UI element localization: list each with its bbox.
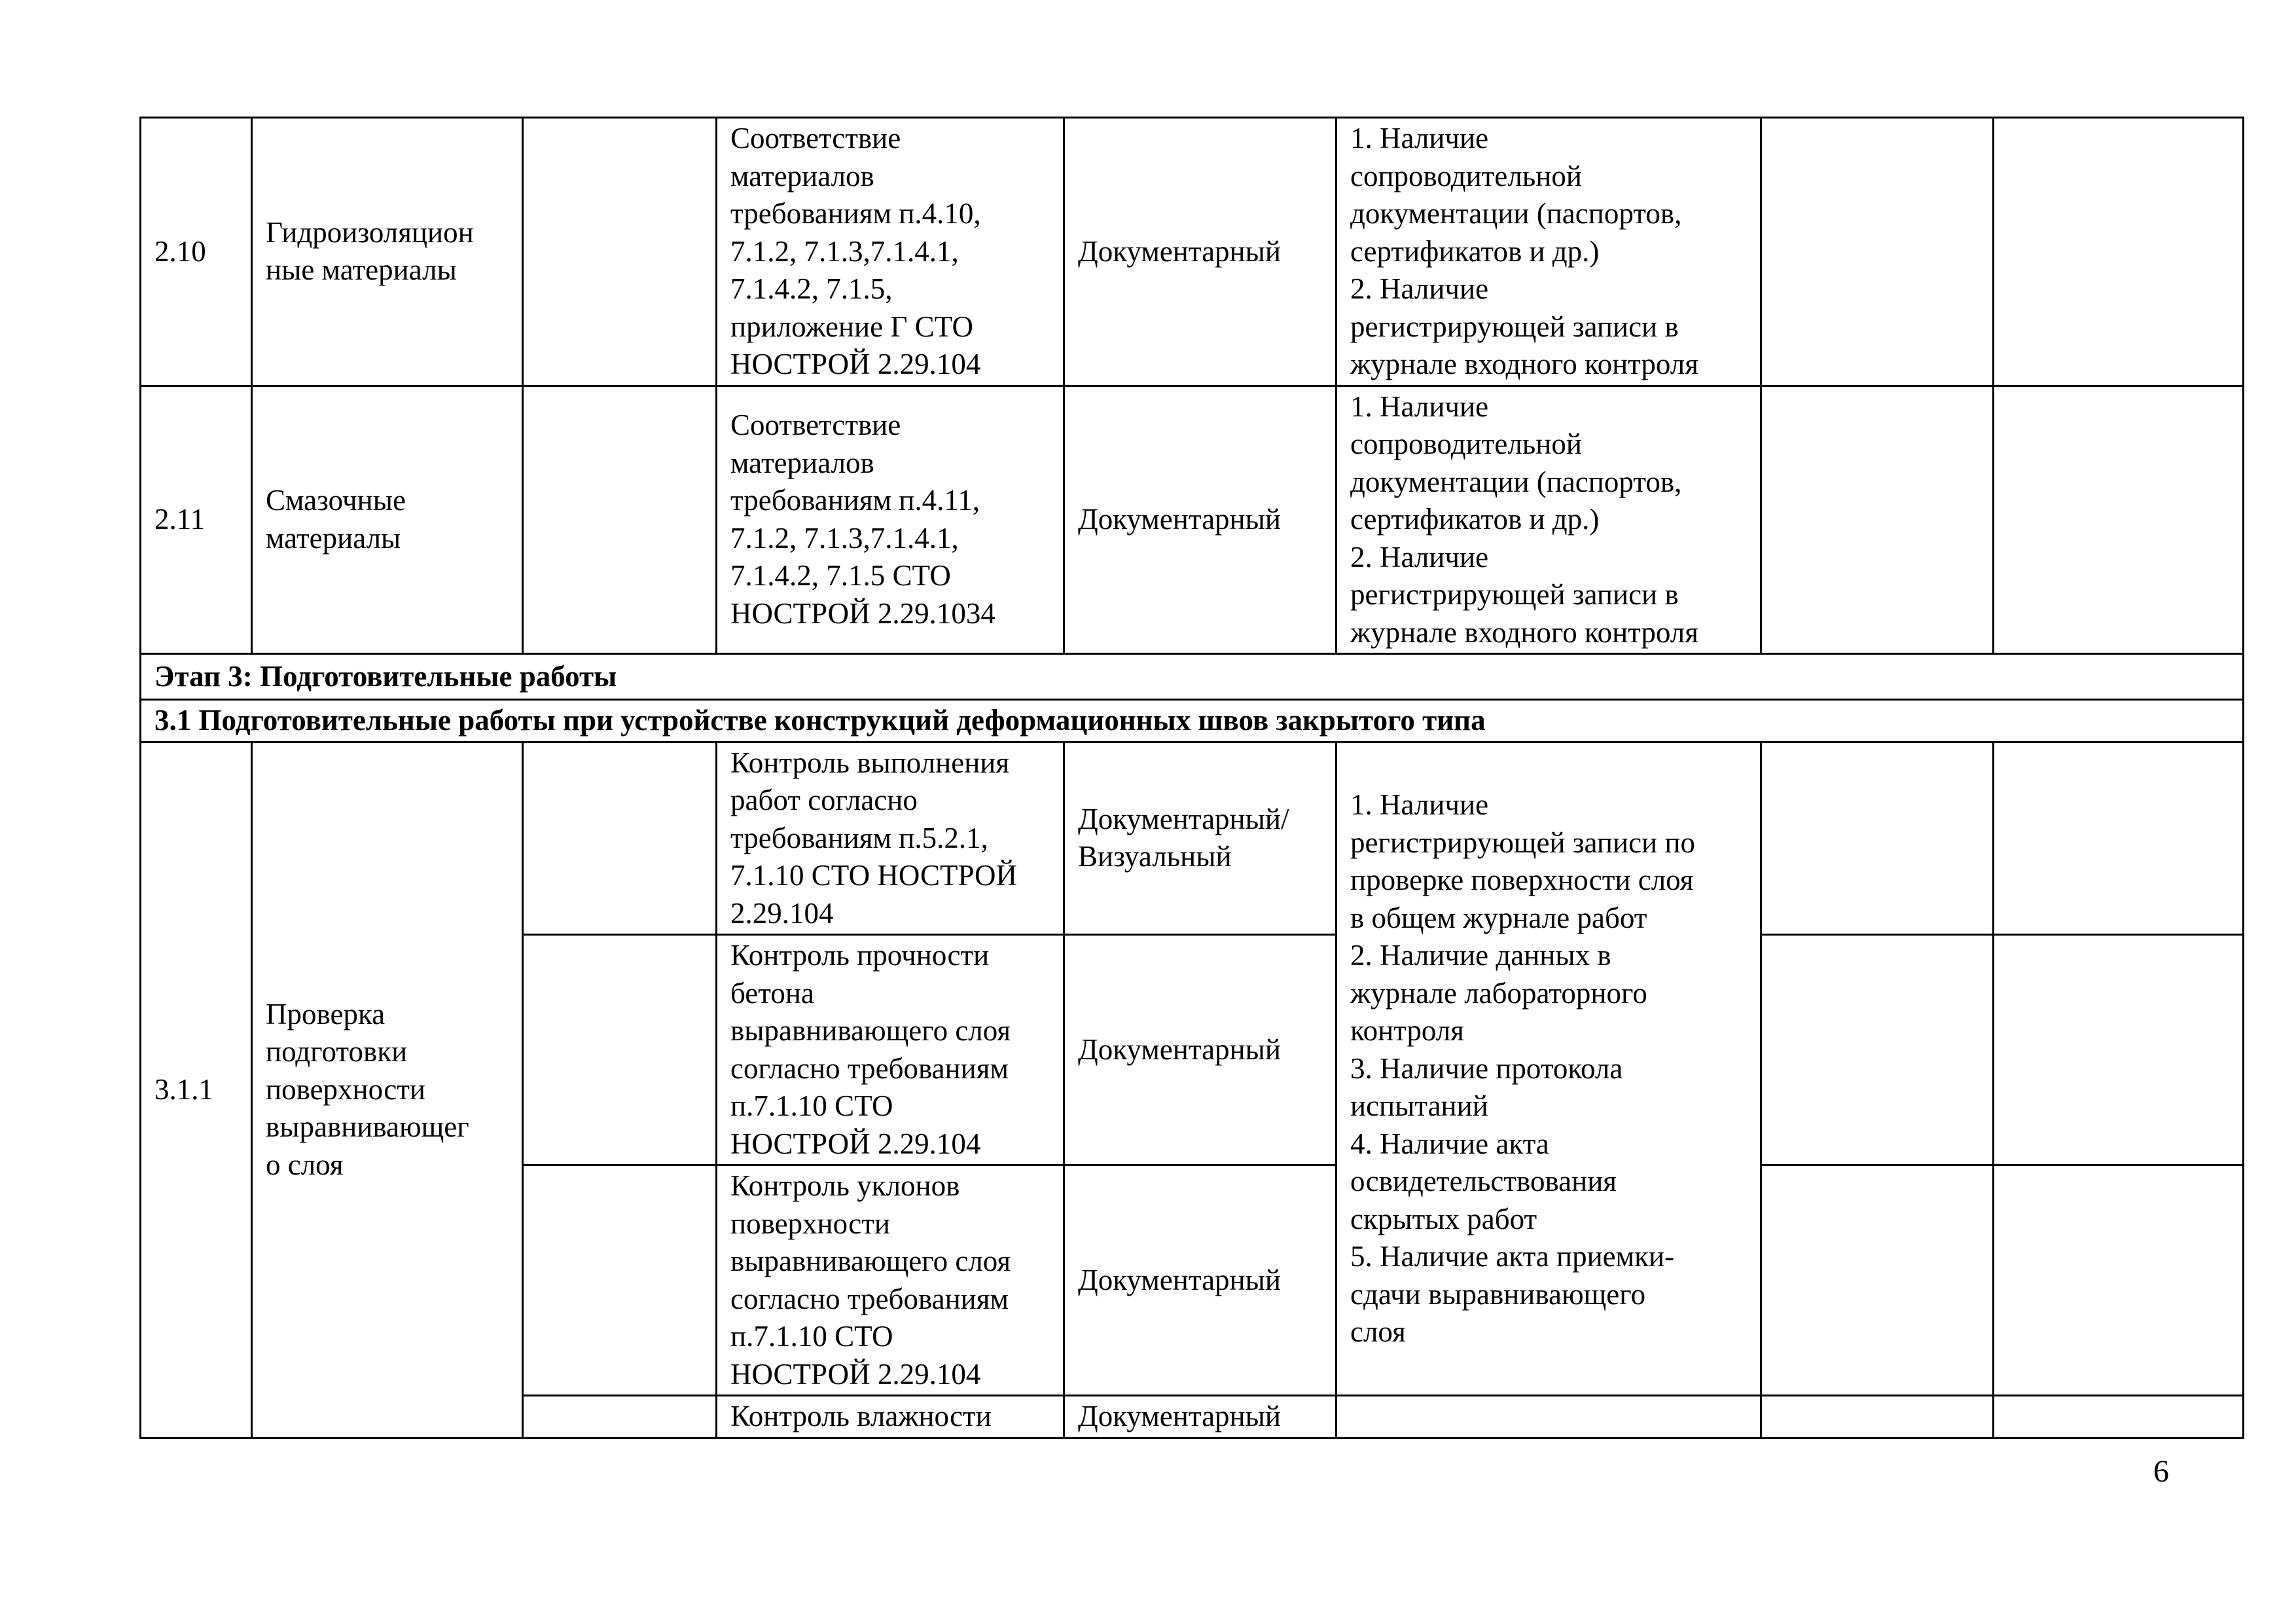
item-name: Гидроизоляцион ные материалы (252, 118, 523, 386)
row-number: 2.10 (141, 118, 252, 386)
evidence-cell: 1. Наличие регистрирующей записи по проверке поверхности слоя в общем журнале работ 2. Наличие данных в журнале лабораторного контроля 3. Наличие протокола испытаний 4. Наличие акта освидетельствования скрытых работ 5. Наличие акта приемки- сдачи выравнивающего слоя (1336, 742, 1761, 1396)
stage-heading: Этап 3: Подготовительные работы (141, 654, 2244, 700)
inspection-table (139, 117, 2244, 1439)
item-name: Смазочные материалы (252, 386, 523, 654)
empty-cell (1761, 386, 1994, 654)
requirement-cell: Соответствие материалов требованиям п.4.10, 7.1.2, 7.1.3,7.1.4.1, 7.1.4.2, 7.1.5, приложение Г СТО НОСТРОЙ 2.29.104 (717, 118, 1064, 386)
requirement-cell: Соответствие материалов требованиям п.4.11, 7.1.2, 7.1.3,7.1.4.1, 7.1.4.2, 7.1.5 СТО НОСТРОЙ 2.29.1034 (717, 386, 1064, 654)
empty-cell (1994, 386, 2244, 654)
empty-cell (1994, 1396, 2244, 1438)
requirement-cell: Контроль уклонов поверхности выравнивающего слоя согласно требованиям п.7.1.10 СТО НОСТРОЙ 2.29.104 (717, 1165, 1064, 1396)
page-number: 6 (2153, 1454, 2169, 1489)
control-method: Документарный/ Визуальный (1064, 742, 1336, 935)
empty-cell (1994, 742, 2244, 935)
requirement-cell: Контроль влажности (717, 1396, 1064, 1438)
evidence-cell: 1. Наличие сопроводительной документации (паспортов, сертификатов и др.) 2. Наличие регистрирующей записи в журнале входного контроля (1336, 118, 1761, 386)
empty-cell (1761, 118, 1994, 386)
stage-heading-row (141, 654, 2244, 700)
requirement-cell: Контроль выполнения работ согласно требованиям п.5.2.1, 7.1.10 СТО НОСТРОЙ 2.29.104 (717, 742, 1064, 935)
empty-cell (523, 1165, 717, 1396)
item-name: Проверка подготовки поверхности выравнивающег о слоя (252, 742, 523, 1438)
empty-cell (1336, 1396, 1761, 1438)
empty-cell (1761, 935, 1994, 1165)
empty-cell (1994, 935, 2244, 1165)
row-number: 2.11 (141, 386, 252, 654)
control-method: Документарный (1064, 1396, 1336, 1438)
empty-cell (1994, 1165, 2244, 1396)
empty-cell (1761, 742, 1994, 935)
empty-cell (523, 742, 717, 935)
control-method: Документарный (1064, 118, 1336, 386)
evidence-cell: 1. Наличие сопроводительной документации (паспортов, сертификатов и др.) 2. Наличие регистрирующей записи в журнале входного контроля (1336, 386, 1761, 654)
empty-cell (1761, 1396, 1994, 1438)
empty-cell (523, 386, 717, 654)
requirement-cell: Контроль прочности бетона выравнивающего слоя согласно требованиям п.7.1.10 СТО НОСТРОЙ 2.29.104 (717, 935, 1064, 1165)
section-heading: 3.1 Подготовительные работы при устройстве конструкций деформационных швов закрытого типа (141, 700, 2244, 742)
empty-cell (523, 935, 717, 1165)
empty-cell (523, 118, 717, 386)
empty-cell (523, 1396, 717, 1438)
table-row (141, 118, 2244, 386)
section-heading-row (141, 700, 2244, 742)
empty-cell (1761, 1165, 1994, 1396)
table-row (141, 386, 2244, 654)
row-number: 3.1.1 (141, 742, 252, 1438)
control-method: Документарный (1064, 935, 1336, 1165)
control-method: Документарный (1064, 1165, 1336, 1396)
empty-cell (1994, 118, 2244, 386)
control-method: Документарный (1064, 386, 1336, 654)
table-row (141, 742, 2244, 935)
